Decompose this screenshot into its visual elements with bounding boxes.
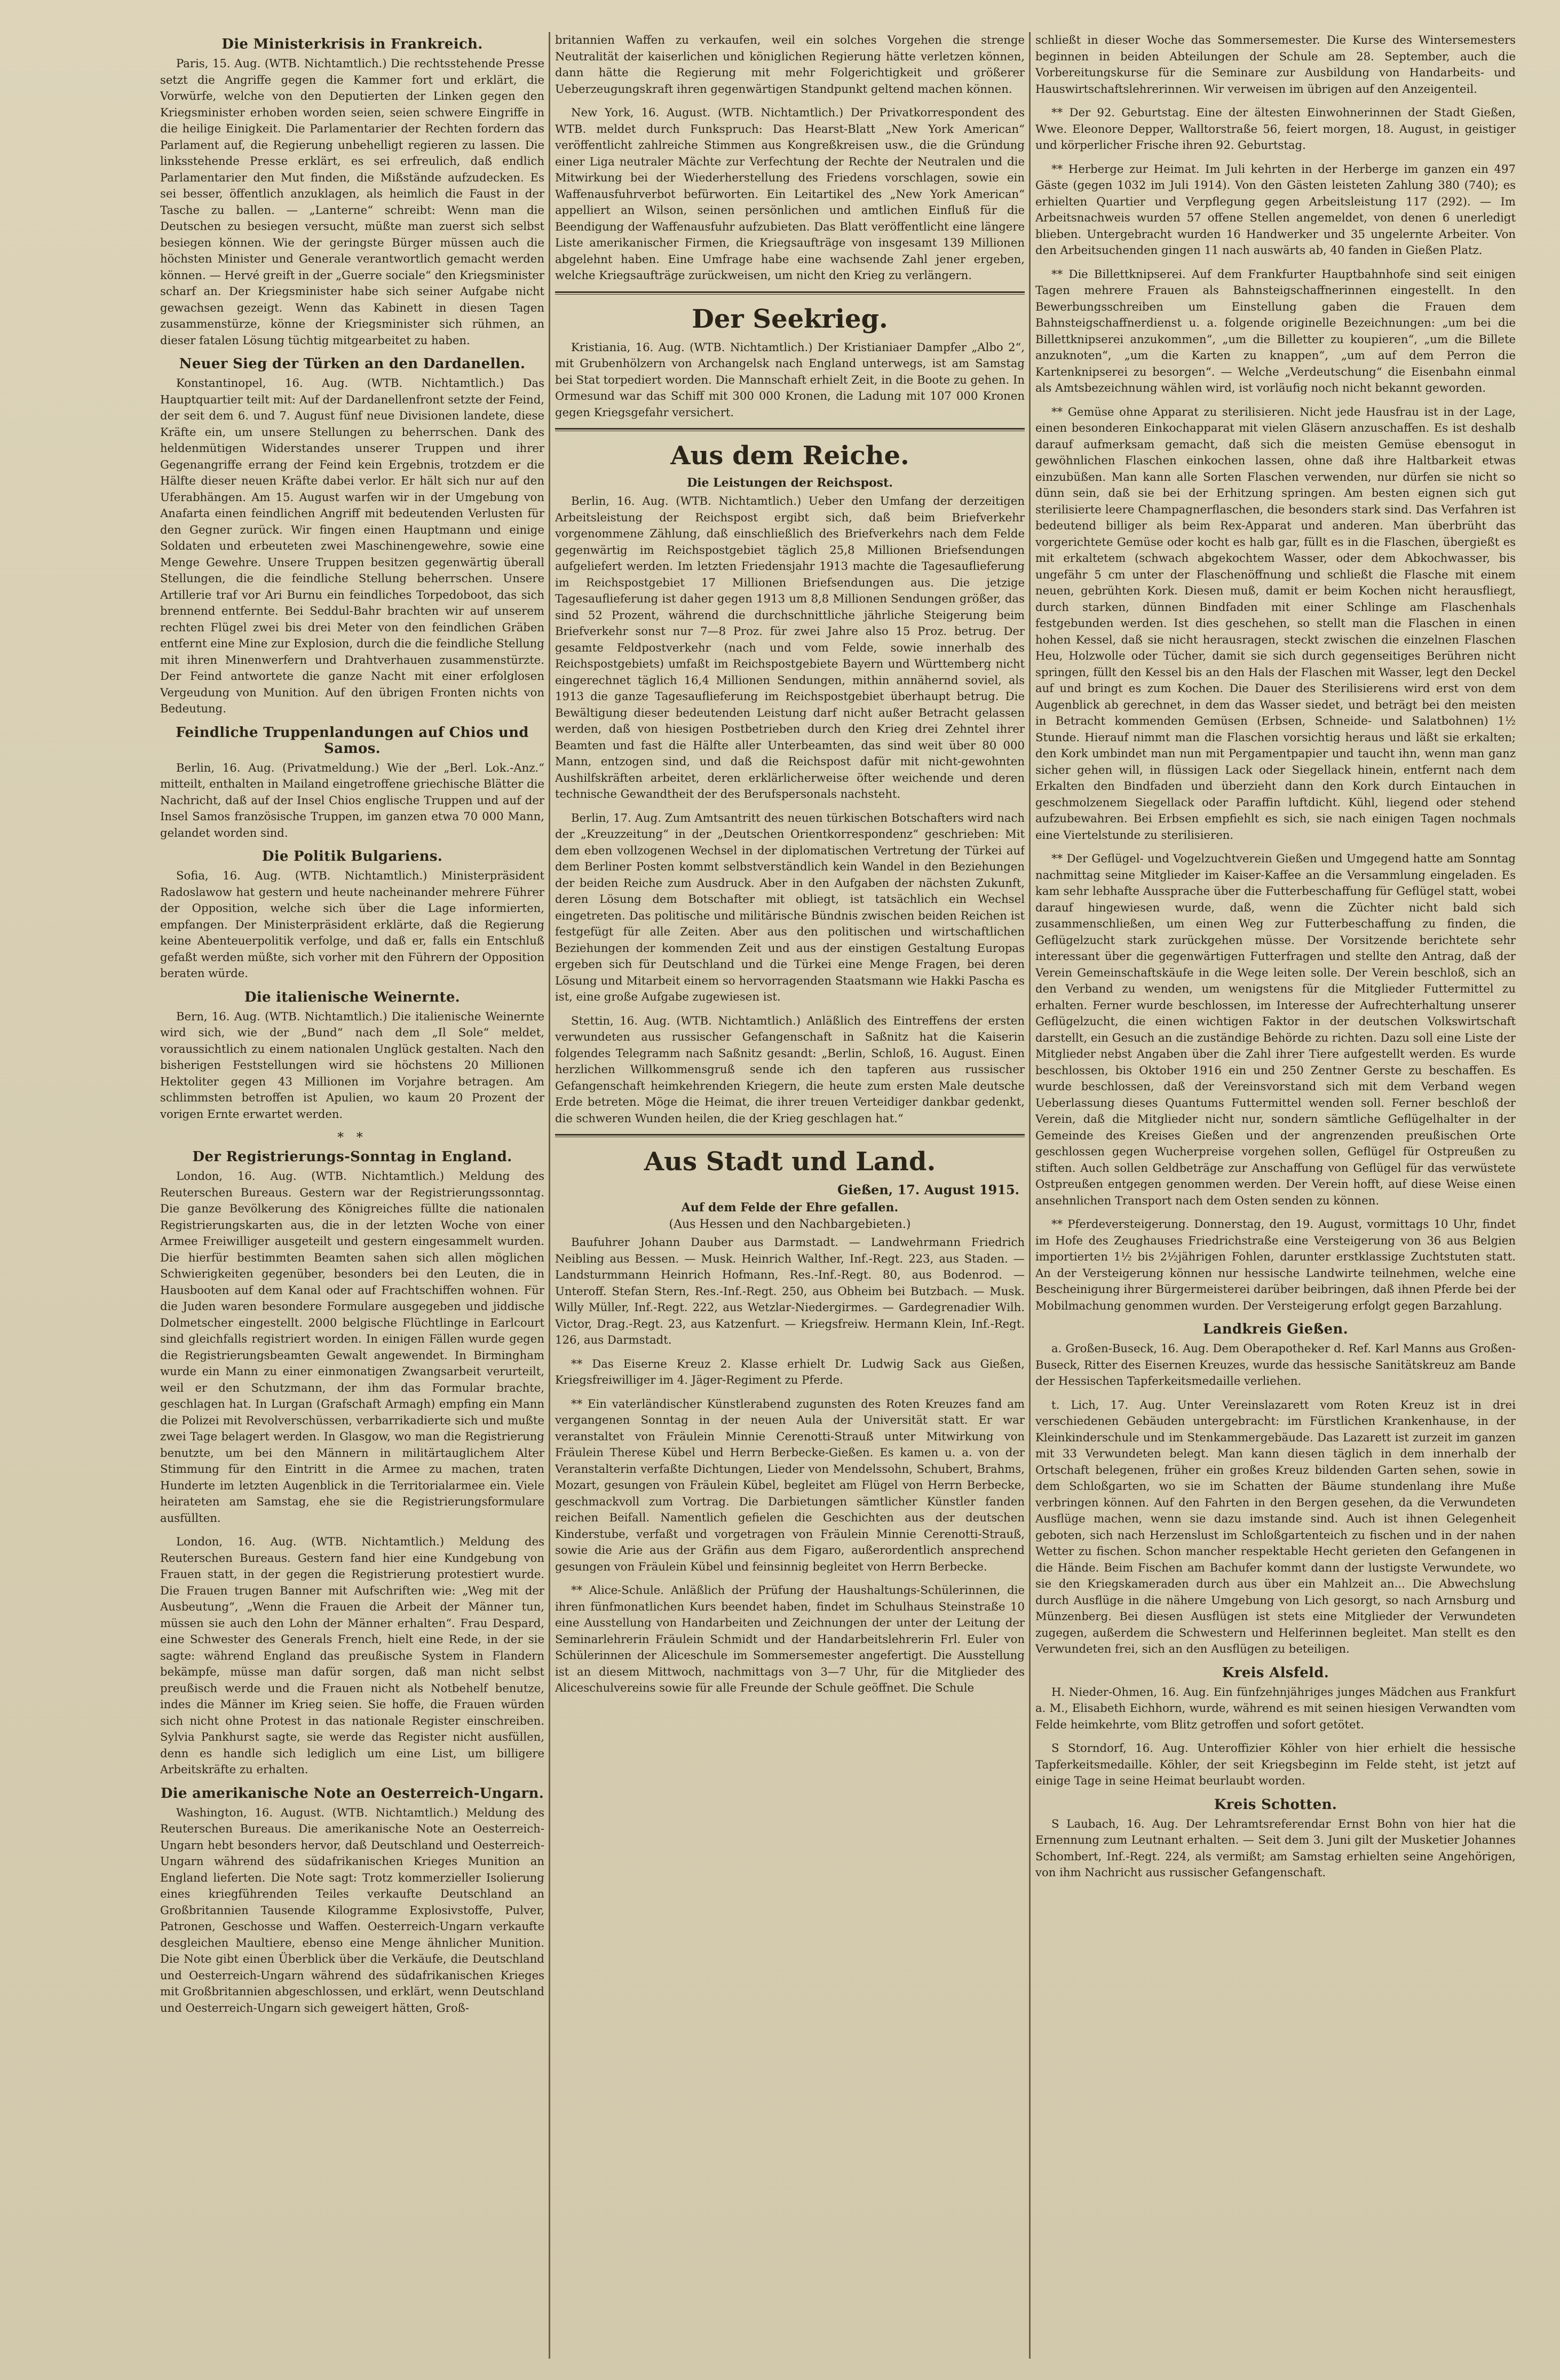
article — [160, 725, 544, 842]
article-headline: Kreis Alsfeld. — [1222, 1664, 1329, 1681]
article — [1035, 851, 1516, 1209]
article — [555, 1013, 1025, 1127]
article-body: Berlin, 17. Aug. Zum Amtsantritt des neuen türkischen Botschafters wird nach der „Kreuzzeitung“ in der „Deutschen Orientkorrespondenz“ geschrieben: Mit dem eben vollzogenen Wechsel in der diplomatischen Vertretung der Türkei auf dem Berliner Posten kommt selbstverständlich kein Wandel in den Beziehungen der beiden Reiche zum Ausdruck. Aber in den Aufgaben der nächsten Zukunft, deren Lösung dem Botschafter mit obliegt, ist tatsächlich ein Wechsel eingetreten. Das politische und militärische Bündnis zwischen beiden Reichen ist festgefügt für alle Zeiten. Aber aus den politischen und wirtschaftlichen Beziehungen der kommenden Zeit und aus der einstigen Gestaltung Europas ergeben sich für Deutschland und die Türkei eine Menge Fragen, bei deren Lösung und Mitarbeit einem so hervorragenden Staatsmann wie Hakki Pascha es ist, eine große Aufgabe zugewiesen ist. — [555, 811, 1025, 1003]
article-headline: Der Registrierungs-Sonntag in England. — [192, 1149, 512, 1165]
article-body: a. Großen-Buseck, 16. Aug. Dem Oberapotheker d. Ref. Karl Manns aus Großen-Buseck, Ritter des Eisernen Kreuzes, wurde das hessische Sanitätskreuz am Bande der Hessischen Tapferkeitsmedaille verliehen. — [1035, 1342, 1516, 1387]
article-headline: Die italienische Weinernte. — [244, 989, 461, 1005]
article-body: London, 16. Aug. (WTB. Nichtamtlich.) Meldung des Reuterschen Bureaus. Gestern war der Registrierungssonntag. Die ganze Bevölkerung des Königreiches füllte die nationalen Registrierungskarten aus, die in der letzten Woche von einer Armee Freiwilliger ausgeteilt und gestern eingesammelt wurden. Die hierfür bestimmten Beamten sahen sich allen möglichen Schwierigkeiten gegenüber, besonders bei den Leuten, die in Hausbooten auf dem Kanal oder auf Frachtschiffen wohnen. Für die Juden waren besondere Formulare ausgegeben und jiddische Dolmetscher eingestellt. 2000 belgische Flüchtlinge in Earlcourt sind gleichfalls registriert worden. In einigen Fällen wurde gegen die Registrierungsbeamten Gewalt angewendet. In Birmingham wurde ein Mann zu einer einmonatigen Zwangsarbeit verurteilt, weil er den Schutzmann, der ihm das Formular brachte, geschlagen hat. In Lurgan (Grafschaft Armagh) empfing ein Mann die Polizei mit Revolverschüssen, verbarrikadierte sich und mußte zwei Tage belagert werden. In Glasgow, wo man die Registrierung benutzte, um bei den Männern in militärtauglichem Alter Stimmung für den Eintritt in die Armee zu machen, traten Hunderte im letzten Augenblick in die Territorialarmee ein. Viele heirateten am Samstag, ehe sie die Registrierungsformulare ausfüllten. — [160, 1169, 544, 1525]
column-3 — [1035, 32, 1516, 2359]
article — [1035, 1665, 1516, 1733]
article — [555, 304, 1025, 421]
section-divider — [555, 428, 1025, 431]
article — [160, 36, 544, 348]
article-body: New York, 16. August. (WTB. Nichtamtlich.) Der Privatkorrespondent des WTB. meldet durch Funkspruch: Das Hearst-Blatt „New York American“ veröffentlicht zahlreiche Stimmen aus Kongreßkreisen usw., die die Gründung einer Liga neutraler Mächte zur Verfechtung der Rechte der Neutralen und die Mitwirkung bei der Wiederherstellung des Friedens vorschlagen, sowie ein Waffenausfuhrverbot befürworten. Ein Leitartikel des „New York American“ appelliert an Wilson, seinen persönlichen und amtlichen Einfluß für die Beendigung der Waffenausfuhr aufzubieten. Das Blatt veröffentlicht eine längere Liste amerikanischer Firmen, die Kriegsaufträge von insgesamt 139 Millionen abgelehnt haben. Eine Umfrage habe eine wachsende Zahl jener ergeben, welche Kriegsaufträge zurückweisen, um nicht den Krieg zu verlängern. — [555, 106, 1025, 282]
article-body: schließt in dieser Woche das Sommersemester. Die Kurse des Wintersemesters beginnen in beiden Abteilungen der Schule am 28. September, auch die Vorbereitungskurse für die Seminare zur Ausbildung von Handarbeits- und Hauswirtschaftslehrerinnen. Wir verweisen im übrigen auf den Anzeigenteil. — [1035, 33, 1516, 96]
article-body: H. Nieder-Ohmen, 16. Aug. Ein fünfzehnjähriges junges Mädchen aus Frankfurt a. M., Elisabeth Eichhorn, wurde, während es mit seinen hiesigen Verwandten vom Felde heimkehrte, vom Blitz getroffen und sofort getötet. — [1035, 1685, 1516, 1731]
article-subheadline: Auf dem Felde der Ehre gefallen. — [681, 1201, 899, 1215]
article — [555, 1356, 1025, 1389]
article-body: Bern, 16. Aug. (WTB. Nichtamtlich.) Die italienische Weinernte wird sich, wie der „Bund“ nach dem „Il Sole“ meldet, voraussichtlich zu einem nationalen Unglück gestalten. Nach den bisherigen Feststellungen wird sie höchstens 20 Millionen Hektoliter gegen 43 Millionen im Vorjahre betragen. Am schlimmsten betroffen ist Apulien, wo kaum 20 Prozent der vorigen Ernte erwartet werden. — [160, 1009, 544, 1121]
article — [160, 1534, 544, 1778]
dateline: Gießen, 17. August 1915. — [837, 1182, 1019, 1197]
article — [1035, 404, 1516, 844]
article — [555, 32, 1025, 97]
article-body: London, 16. Aug. (WTB. Nichtamtlich.) Meldung des Reuterschen Bureaus. Gestern fand hier eine Kundgebung von Frauen statt, in der gegen die Registrierung protestiert wurde. Die Frauen trugen Banner mit Aufschriften wie: „Weg mit der Ausbeutung“, „Wenn die Frauen die Arbeit der Männer tun, müssen sie auch den Lohn der Männer erhalten“. Frau Despard, eine Schwester des Generals French, hielt eine Rede, in der sie sagte: während England das preußische System in Flandern bekämpfe, müsse man dafür sorgen, daß man nicht selbst preußisch werde und die Frauen nicht als Notbehelf benutze, indes die Männer im Krieg seien. Sie hoffe, die Frauen würden sich nicht ohne Protest in das nationale Register einschreiben. Sylvia Pankhurst sagte, sie werde das Register nicht ausfüllen, denn es handle sich lediglich um eine List, um billigere Arbeitskräfte zu erhalten. — [160, 1535, 544, 1776]
article-body: ** Das Eiserne Kreuz 2. Klasse erhielt Dr. Ludwig Sack aus Gießen, Kriegsfreiwilliger im 4. Jäger-Regiment zu Pferde. — [555, 1356, 1025, 1386]
section-divider — [555, 291, 1025, 295]
section-headline: Aus Stadt und Land. — [644, 1147, 936, 1177]
article-body: Berlin, 16. Aug. (WTB. Nichtamtlich.) Ueber den Umfang der derzeitigen Arbeitsleistung der Reichspost ergibt sich, daß beim Briefverkehr vorgenommene Zählung, daß einschließlich des Briefverkehrs nach dem Felde gegenwärtig im Reichspostgebiet täglich 25,8 Millionen Briefsendungen aufgeliefert werden. Im letzten Friedensjahr 1913 machte die Tagesauflieferung im Reichspostgebiet 17 Millionen Briefsendungen aus. Die jetzige Tagesauflieferung ist daher gegen 1913 um 8,8 Millionen Sendungen größer, das sind 52 Prozent, während die durchschnittliche jährliche Steigerung beim Briefverkehr sonst nur 7—8 Proz. für zwei Jahre also 15 Proz. betrug. Der gesamte Feldpostverkehr (nach und vom Felde, sowie innerhalb des Reichspostgebiets) umfaßt im Reichspostgebiete Bayern und Württemberg nicht eingerechnet täglich 16,4 Millionen Sendungen, mithin annähernd soviel, als 1913 die ganze Tagesauflieferung im Reichspostgebiet überhaupt betrug. Die Bewältigung dieser bedeutenden Leistung darf nicht außer Betracht gelassen werden, daß von hiesigen Postbetrieben durch den Krieg drei Zehntel ihrer Beamten und fast die Hälfte aller Unterbeamten, das sind weit über 80 000 Mann, entzogen sind, und daß die Reichspost dafür mit nicht-gewohnten Aushilfskräften arbeitet, deren erklärlicherweise öfter weichende und deren technische Gewandtheit der des Berufspersonals nachsteht. — [555, 494, 1025, 800]
article — [1035, 1740, 1516, 1789]
article-headline: Neuer Sieg der Türken an den Dardanellen. — [179, 356, 526, 372]
article-body: t. Lich, 17. Aug. Unter Vereinslazarett vom Roten Kreuz ist in drei verschiedenen Gebäuden untergebracht: im Fürstlichen Krankenhause, in der Kleinkinderschule und im Stenkammergebäude. Das Lazarett ist zurzeit im ganzen mit 33 Verwundeten belegt. Man kann diesen täglich in dem innerhalb der Ortschaft belegenen, früher ein großes Kreuz bildenden Garten sehen, sowie in dem Schloßgarten, wo sie im Schatten der Bäume stundenlang ihre Muße verbringen können. Auf den Fahrten in den Bergen gesehen, da die Verwundeten Ausflüge machen, wenn sie dazu imstande sind. Auch ist ihnen Gelegenheit geboten, sich nach Herzenslust im Schloßgartenteich zu fischen und in der nahen Wetter zu fischen. Schon mancher respektable Hecht gerieten den Gefangenen in die Hände. Beim Fischen am Bachufer kommt dann der lustigste Verwundete, wo sie den Kriegskameraden durch aus über ein Mahlzeit an... Die Abwechslung durch Ausflüge in die nähere Umgebung von Lich gesorgt, so nach Arnsburg und Münzenberg. Bei diesen Ausflügen ist stets eine Mitglieder der Verwundeten zugegen, außerdem die Schwestern und Helferinnen begleitet. Man stellt es den Verwundeten frei, sich an den Ausflügen zu beteiligen. — [1035, 1398, 1516, 1655]
article-body: ** Die Billettknipserei. Auf dem Frankfurter Hauptbahnhofe sind seit einigen Tagen mehrere Frauen als Bahnsteigschaffnerinnen eingestellt. In den Bewerbungsschreiben um Einstellung gaben die Frauen dem Bahnsteigschaffnerdienst u. a. folgende originelle Bezeichnungen: „um bei die Billettknipserei anzukommen“, „um die Billetter zu koupieren“, „um die Billete anzuknoten“, „um die Karten zu knappen“, „um auf dem Perron die Kartenknipserei zu besorgen“. — Welche „Verdeutschung“ die Eisenbahn einmal als Amtsbezeichnung wählen wird, ist vorläufig noch nicht bekannt geworden. — [1035, 267, 1516, 394]
article-body: Konstantinopel, 16. Aug. (WTB. Nichtamtlich.) Das Hauptquartier teilt mit: Auf der Dardanellenfront setzte der Feind, der seit dem 6. und 7. August fünf neue Divisionen landete, diese Kräfte ein, um unsere Stellungen zu beherrschen. Dank des heldenmütigen Widerstandes unserer Truppen und ihrer Gegenangriffe errang der Feind kein Ergebnis, trotzdem er die Hälfte dieser neuen Kräfte dabei verlor. Er hält sich nur auf den Uferabhängen. Am 15. August warfen wir in der Umgebung von Anafarta einen feindlichen Angriff mit bedeutenden Verlusten für den Gegner zurück. Wir fingen einen Hauptmann und einige Soldaten und erbeuteten zwei Maschinengewehre, sowie eine Menge Gewehre. Unsere Truppen besitzen gegenwärtig überall Stellungen, die die feindliche Stellung beherrschen. Unsere Artillerie traf vor Ari Burnu ein feindliches Torpedoboot, das sich brennend entfernte. Bei Seddul-Bahr brachten wir auf unserem rechten Flügel zwei bis drei Meter von den feindlichen Gräben entfernt eine Mine zur Explosion, durch die die feindliche Stellung mit ihren Minenwerfern und Drahtverhauen zusammenstürzte. Der Feind antwortete die ganze Nacht mit einer erfolglosen Vergeudung von Munition. Auf den übrigen Fronten nichts von Bedeutung. — [160, 376, 544, 715]
article — [555, 441, 1025, 803]
article-body: ** Der Geflügel- und Vogelzuchtverein Gießen und Umgegend hatte am Sonntag nachmittag seine Mitglieder im Kaiser-Kaffee an die Versammlung eingeladen. Es kam sehr lebhafte Aussprache über die Futterbeschaffung für Geflügel statt, wobei darauf hingewiesen wurde, daß, wenn die Züchter nicht bald sich zusammenschließen, um einen Weg zur Futterbeschaffung zu finden, die Geflügelzucht stark zurückgehen müsse. Der Vorsitzende berichtete sehr interessant über die gegenwärtigen Futterfragen und stellte den Antrag, daß der Verein Gemeinschaftskäufe in die Wege leiten solle. Der Verein beschloß, sich an den Verband zu wenden, um wenigstens für die Mitglieder Futtermittel zu erhalten. Ferner wurde beschlossen, im Interesse der Aufrechterhaltung unserer Geflügelzucht, die einen wichtigen Faktor in der deutschen Volkswirtschaft darstellt, ein Gesuch an die zuständige Behörde zu richten. Dazu soll eine Liste der Mitglieder nebst Angaben über die Zahl ihrer Tiere aufgestellt werden. Es wurde beschlossen, bis Oktober 1916 ein und 250 Zentner Gerste zu beschaffen. Es wurde beschlossen, daß der Vereinsvorstand sich mit dem Verband wegen Ueberlassung dieses Quantums Futtermittel wenden soll. Ferner beschloß der Verein, daß die Mitglieder nicht nur, sondern sämtliche Geflügelhalter in der Gemeinde des Kreises Gießen und der angrenzenden preußischen Orte geschlossen gegen Wucherpreise vorgehen sollen, Geflügel für Ostpreußen zu stiften. Auch sollen Geldbeträge zur Anschaffung von Geflügel für das verwüstete Ostpreußen entgegen genommen werden. Der Verein hofft, auf diese Weise einen ansehnlichen Transport nach dem Osten senden zu können. — [1035, 852, 1516, 1207]
article — [555, 810, 1025, 1005]
article-body: ** Ein vaterländischer Künstlerabend zugunsten des Roten Kreuzes fand am vergangenen Sonntag in der neuen Aula der Universität statt. Er war veranstaltet von Fräulein Minnie Cerenotti-Strauß unter Mitwirkung von Fräulein Therese Kübel und Herrn Berbecke-Gießen. Es kamen u. a. von der Veranstalterin verfaßte Dichtungen, Lieder von Mendelssohn, Schubert, Brahms, Mozart, gesungen von Fräulein Kübel, begleitet am Flügel von Herrn Berbecke, geschmackvoll zum Vortrag. Die Darbietungen sämtlicher Künstler fanden reichen Beifall. Namentlich gefielen die Geschichten aus der deutschen Kinderstube, verfaßt und vorgetragen von Fräulein Minnie Cerenotti-Strauß, sowie die Arie aus der Gräfin aus dem Figaro, außerordentlich ansprechend gesungen von Fräulein Kübel und feinsinnig begleitet von Herrn Berbecke. — [555, 1397, 1025, 1573]
section-headline: Aus dem Reiche. — [670, 441, 909, 471]
article-body: Paris, 15. Aug. (WTB. Nichtamtlich.) Die rechtsstehende Presse setzt die Angriffe gegen die Kammer fort und erklärt, die Vorwürfe, welche von den Deputierten der Linken gegen den Kriegsminister erhoben worden seien, seien schwere Eingriffe in die heilige Einigkeit. Die Parlamentarier der Rechten fordern das Parlament auf, die Regierung unbehelligt regieren zu lassen. Die linksstehende Presse erklärt, es sei erfreulich, daß endlich Parlamentarier den Mut finden, die Mißstände aufzudecken. Es sei besser, öffentlich anzuklagen, als heimlich die Faust in der Tasche zu ballen. — „Lanterne“ schreibt: Wenn man die Deutschen zu besiegen versucht, müßte man zuerst sich selbst besiegen können. Wie der geringste Bürger müssen auch die höchsten Minister und Generale verantwortlich gemacht werden können. — Hervé greift in der „Guerre sociale“ den Kriegsminister scharf an. Der Kriegsminister habe sich seiner Aufgabe nicht gewachsen gezeigt. Wenn das Kabinett in diesen Tagen zusammenstürze, könne der Kriegsminister sich rühmen, an dieser fatalen Lösung tüchtig mitgearbeitet zu haben. — [160, 57, 544, 347]
article-headline: Die amerikanische Note an Oesterreich-Ungarn. — [160, 1785, 544, 1802]
article-body: Berlin, 16. Aug. (Privatmeldung.) Wie der „Berl. Lok.-Anz.“ mitteilt, enthalten in Mailand eingetroffene griechische Blätter die Nachricht, daß auf der Insel Chios englische Truppen und auf der Insel Samos französische Truppen, im ganzen etwa 70 000 Mann, gelandet worden sind. — [160, 760, 544, 839]
article-headline: Die Ministerkrisis in Frankreich. — [221, 36, 483, 52]
article-body: ** Pferdeversteigerung. Donnerstag, den 19. August, vormittags 10 Uhr, findet im Hofe des Zeughauses Friedrichstraße eine Versteigerung von 36 aus Belgien importierten 1½ bis 2½jährigen Fohlen, darunter erstklassige Zuchtstuten statt. An der Versteigerung können nur hessische Landwirte teilnehmen, welche eine Bescheinigung ihrer Bürgermeisterei darüber beibringen, daß ihnen Pferde bei der Mobilmachung genommen wurden. Der Versteigerung erfolgt gegen Barzahlung. — [1035, 1217, 1516, 1312]
article — [555, 1582, 1025, 1696]
article-body: ** Der 92. Geburtstag. Eine der ältesten Einwohnerinnen der Stadt Gießen, Wwe. Eleonore Depper, Walltorstraße 56, feiert morgen, 18. August, in geistiger und körperlicher Frische ihren 92. Geburtstag. — [1035, 106, 1516, 152]
article — [160, 989, 544, 1123]
article-body: Baufuhrer Johann Dauber aus Darmstadt. — Landwehrmann Friedrich Neibling aus Bessen. — Musk. Heinrich Walther, Inf.-Regt. 223, aus Staden. — Landsturmmann Heinrich Hofmann, Res.-Inf.-Regt. 80, aus Bodenrod. — Unteroff. Stefan Stern, Res.-Inf.-Regt. 250, aus Obheim bei Butzbach. — Musk. Willy Müller, Inf.-Regt. 222, aus Wetzlar-Niedergirmes. — Gardegrenadier Wilh. Victor, Drag.-Regt. 23, aus Katzenfurt. — Kriegsfreiw. Hermann Klein, Inf.-Regt. 126, aus Darmstadt. — [555, 1235, 1025, 1346]
article — [555, 1147, 1025, 1348]
article — [1035, 1797, 1516, 1881]
article-body: Washington, 16. August. (WTB. Nichtamtlich.) Meldung des Reuterschen Bureaus. Die amerikanische Note an Oesterreich-Ungarn hebt besonders hervor, daß Deutschland und Oesterreich-Ungarn während des südafrikanischen Krieges Munition an England lieferten. Die Note sagt: Trotz kommerzieller Isolierung eines kriegführenden Teiles verkaufte Deutschland an Großbritannien Tausende Kilogramme Explosivstoffe, Pulver, Patronen, Geschosse und Waffen. Oesterreich-Ungarn verkaufte desgleichen Maultiere, ebenso eine Menge ähnlicher Munition. Die Note gibt einen Überblick über die Verkäufe, die Deutschland und Oesterreich-Ungarn während des südafrikanischen Krieges mit Großbritannien abgeschlossen, und erklärt, wenn Deutschland und Oesterreich-Ungarn sich geweigert hätten, Groß- — [160, 1805, 544, 2014]
article-headline: Feindliche Truppenlandungen auf Chios und Samos. — [176, 724, 529, 757]
column-rule — [1029, 32, 1031, 2359]
article — [1035, 266, 1516, 396]
article-subheadline: (Aus Hessen und den Nachbargebieten.) — [669, 1218, 911, 1231]
article — [555, 105, 1025, 284]
section-divider — [555, 1134, 1025, 1137]
article-body: britannien Waffen zu verkaufen, weil ein solches Vorgehen die strenge Neutralität der kaiserlichen und königlichen Regierung hätte verletzen können, dann hätte die Regierung mit mehr Folgerichtigkeit und größerer Ueberzeugungskraft ihren gegenwärtigen Standpunkt geltend machen können. — [555, 33, 1025, 96]
article — [160, 356, 544, 717]
article-body: Sofia, 16. Aug. (WTB. Nichtamtlich.) Ministerpräsident Radoslawow hat gestern und heute nacheinander mehrere Führer der Opposition, welche sich über die Lage informierten, empfangen. Der Ministerpräsident erklärte, daß die Regierung keine Abenteuerpolitik verfolge, und daß er, falls ein Entschluß gefaßt werden müßte, sich vorher mit den Führern der Opposition beraten würde. — [160, 869, 544, 980]
separator-stars: * * — [337, 1130, 367, 1145]
article-headline: Die Politik Bulgariens. — [262, 848, 443, 864]
article-body: ** Gemüse ohne Apparat zu sterilisieren. Nicht jede Hausfrau ist in der Lage, einen besonderen Einkochapparat mit vielen Gläsern anzuschaffen. Es ist deshalb darauf aufmerksam gemacht, daß sich die meisten Gemüse ebensogut in gewöhnlichen Flaschen einkochen lassen, ohne daß ihre Haltbarkeit etwas einzubüßen. Man kann alle Sorten Flaschen verwenden, nur dürfen sie nicht so dünn sein, daß sie bei der Erhitzung springen. Am besten eignen sich gut sterilisierte leere Champagnerflaschen, die besonders stark sind. Das Verfahren ist bedeutend billiger als beim Rex-Apparat und anderen. Man überbrüht das vorgerichtete Gemüse oder kocht es halb gar, füllt es in die Flaschen, übergießt es mit erkaltetem (schwach abgekochtem Wasser, oder dem Abkochwasser, bis ungefähr 5 cm unter der Flaschenöffnung und schließt die Flasche mit einem neuen, gebrühten Kork. Diesen muß, damit er beim Kochen nicht herausfliegt, durch starken, dünnen Bindfaden mit einer Schlinge am Flaschenhals festgebunden werden. Ist dies geschehen, so stellt man die Flaschen in einen hohen Kessel, daß sie nicht herausragen, steckt zwischen die einzelnen Flaschen Heu, Holzwolle oder Tücher, damit sie sich durch gegenseitiges Berühren nicht springen, füllt den Kessel bis an den Hals der Flaschen mit Wasser, legt den Deckel auf und bringt es zum Kochen. Die Dauer des Sterilisierens wird erst von dem Augenblick ab gerechnet, in dem das Wasser siedet, und beträgt bei den meisten in Betracht kommenden Gemüsen (Erbsen, Schneide- und Salatbohnen) 1½ Stunde. Hierauf nimmt man die Flaschen vorsichtig heraus und läßt sie erkalten; den Kork umbindet man nun mit Pergamentpapier und taucht ihn, wenn man ganz sicher gehen will, in flüssigen Lack oder Siegellack hinein, entfernt nach dem Erkalten den Bindfaden und überzieht dann den Kork durch Eintauchen in geschmolzenem Siegellack oder Paraffin luftdicht. Kühl, liegend oder stehend aufzubewahren. Bei Erbsen empfiehlt es sich, sie nach einigen Tagen nochmals eine Viertelstunde zu sterilisieren. — [1035, 404, 1516, 842]
article — [160, 1149, 544, 1526]
article-body: S Laubach, 16. Aug. Der Lehramtsreferendar Ernst Bohn von hier hat die Ernennung zum Leutnant erhalten. — Seit dem 3. Juni gilt der Musketier Johannes Schombert, Inf.-Regt. 224, als vermißt; am Samstag erhielten seine Angehörigen, von ihm Nachricht aus russischer Gefangenschaft. — [1035, 1816, 1516, 1879]
column-1 — [160, 32, 544, 2359]
column-2 — [555, 32, 1025, 2359]
article — [1035, 1216, 1516, 1314]
article — [1035, 1321, 1516, 1390]
article-body: ** Herberge zur Heimat. Im Juli kehrten in der Herberge im ganzen ein 497 Gäste (gegen 1032 im Juli 1914). Von den Gästen leisteten Zahlung 380 (740); es erhielten Quartier und Verpflegung gegen Arbeitsleistung 117 (292). — Im Arbeitsnachweis wurden 57 offene Stellen angemeldet, von denen 6 unerledigt blieben. Untergebracht wurden 16 Handwerker und 35 ungelernte Arbeiter. Von den Arbeitsuchenden gingen 11 nach auswärts ab, 40 fanden in Gießen Platz. — [1035, 162, 1516, 257]
article-body: S Storndorf, 16. Aug. Unteroffizier Köhler von hier erhielt die hessische Tapferkeitsmedaille. Köhler, der seit Kriegsbeginn im Felde steht, ist jetzt auf einige Tage in seine Heimat beurlaubt worden. — [1035, 1741, 1516, 1787]
article-body: Stettin, 16. Aug. (WTB. Nichtamtlich.) Anläßlich des Eintreffens der ersten verwundeten aus russischer Gefangenschaft in Saßnitz hat die Kaiserin folgendes Telegramm nach Saßnitz gesandt: „Berlin, Schloß, 16. August. Einen herzlichen Willkommensgruß sende ich den tapferen aus russischer Gefangenschaft heimkehrenden Kriegern, die heute zum ersten Male deutsche Erde betreten. Möge die Heimat, die ihrer treuen Verteidiger dankbar gedenkt, die schweren Wunden heilen, die der Krieg geschlagen hat.“ — [555, 1013, 1025, 1125]
article — [1035, 1397, 1516, 1657]
article-headline: Landkreis Gießen. — [1202, 1321, 1348, 1337]
article-body: ** Alice-Schule. Anläßlich der Prüfung der Haushaltungs-Schülerinnen, die ihren fünfmonatlichen Kurs beendet haben, findet im Schulhaus Steinstraße 10 eine Ausstellung von Handarbeiten und Zeichnungen der unter der Leitung der Seminarlehrerin Fräulein Schmidt und der Handarbeitslehrerin Frl. Euler von Schülerinnen der Aliceschule im Sommersemester angefertigt. Die Ausstellung ist an diesem Mittwoch, nachmittags von 3—7 Uhr, für die Mitglieder des Aliceschulvereins sowie für alle Freunde der Schule geöffnet. Die Schule — [555, 1583, 1025, 1694]
section-headline: Der Seekrieg. — [692, 304, 888, 334]
column-rule — [549, 32, 550, 2359]
article — [160, 848, 544, 982]
article — [555, 1396, 1025, 1575]
article — [1035, 32, 1516, 97]
article — [1035, 105, 1516, 154]
article — [160, 1786, 544, 2017]
article-subheadline: Die Leistungen der Reichspost. — [687, 476, 893, 490]
article-headline: Kreis Schotten. — [1214, 1796, 1337, 1813]
article-body: Kristiania, 16. Aug. (WTB. Nichtamtlich.) Der Kristianiaer Dampfer „Albo 2“, mit Grubenhölzern von Archangelsk nach England unterwegs, ist am Samstag bei Stat torpediert worden. Die Mannschaft erhielt Zeit, in die Boote zu gehen. In Ormesund war das Schiff mit 300 000 Kronen, die Ladung mit 107 000 Kronen gegen Kriegsgefahr versichert. — [555, 340, 1025, 419]
article — [1035, 161, 1516, 259]
